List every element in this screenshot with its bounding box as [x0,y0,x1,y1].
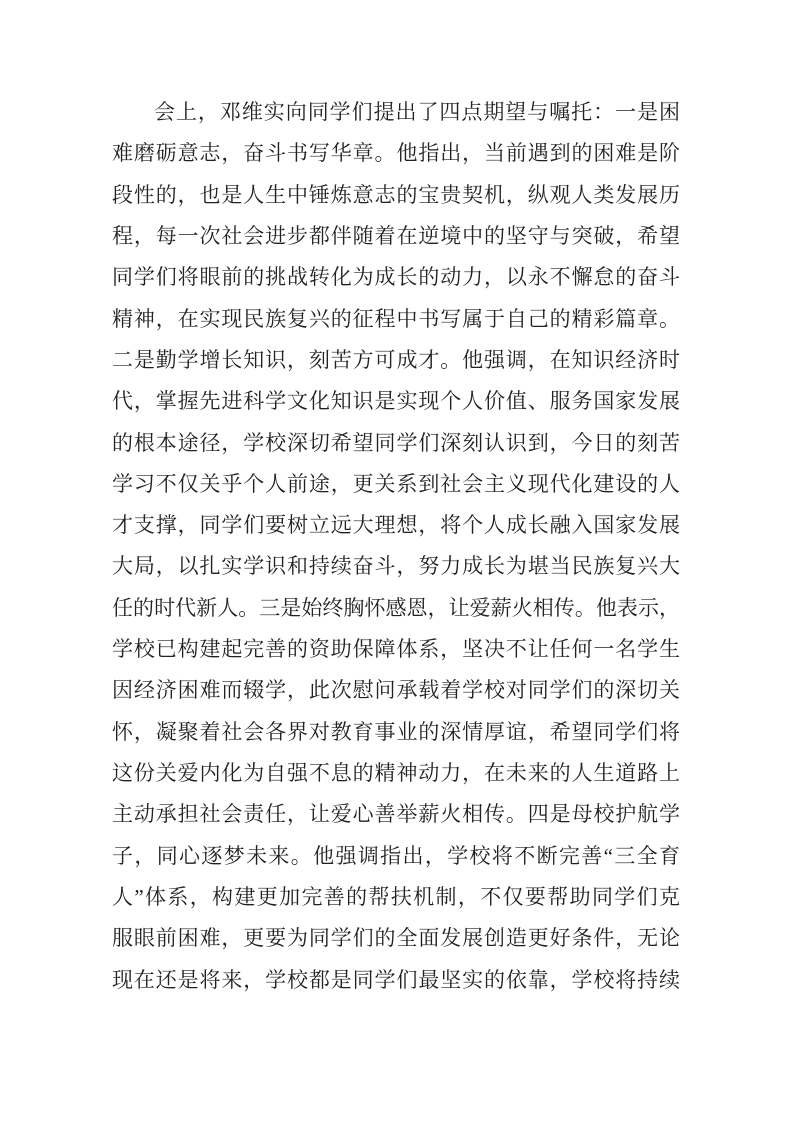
text-line: 二是勤学增长知识，刻苦方可成才。他强调，在知识经济时 [112,347,680,372]
text-line: 现在还是将来，学校都是同学们最坚实的依靠，学校将持续 [112,967,680,992]
paragraph [112,92,680,1001]
text-line: 程，每一次社会进步都伴随着在逆境中的坚守与突破，希望 [112,223,680,248]
text-line: 任的时代新人。三是始终胸怀感恩，让爱薪火相传。他表示， [112,595,680,620]
text-line: 同学们将眼前的挑战转化为成长的动力，以永不懈怠的奋斗 [112,265,680,290]
text-line: 代，掌握先进科学文化知识是实现个人价值、服务国家发展 [112,389,680,414]
text-line: 人”体系，构建更加完善的帮扶机制，不仅要帮助同学们克 [112,884,680,909]
text-line: 才支撑，同学们要树立远大理想，将个人成长融入国家发展 [112,513,680,538]
text-line: 大局，以扎实学识和持续奋斗，努力成长为堪当民族复兴大 [112,554,680,579]
text-line: 会上，邓维实向同学们提出了四点期望与嘱托：一是困 [154,100,680,124]
text-line: 的根本途径，学校深切希望同学们深刻认识到，今日的刻苦 [112,430,680,455]
text-line: 精神，在实现民族复兴的征程中书写属于自己的精彩篇章。 [112,306,680,331]
text-line: 怀，凝聚着社会各界对教育事业的深情厚谊，希望同学们将 [112,719,680,744]
text-line: 学习不仅关乎个人前途，更关系到社会主义现代化建设的人 [112,471,680,496]
text-line: 段性的，也是人生中锤炼意志的宝贵契机，纵观人类发展历 [112,182,680,207]
text-line: 子，同心逐梦未来。他强调指出，学校将不断完善“三全育 [112,843,680,868]
text-line: 这份关爱内化为自强不息的精神动力，在未来的人生道路上 [112,761,680,785]
text-line: 主动承担社会责任，让爱心善举薪火相传。四是母校护航学 [112,802,680,827]
text-line: 服眼前困难，更要为同学们的全面发展创造更好条件，无论 [112,926,680,951]
text-line: 因经济困难而辍学，此次慰问承载着学校对同学们的深切关 [112,678,680,703]
text-line: 学校已构建起完善的资助保障体系，坚决不让任何一名学生 [112,637,680,662]
text-line: 难磨砺意志，奋斗书写华章。他指出，当前遇到的困难是阶 [112,141,680,166]
